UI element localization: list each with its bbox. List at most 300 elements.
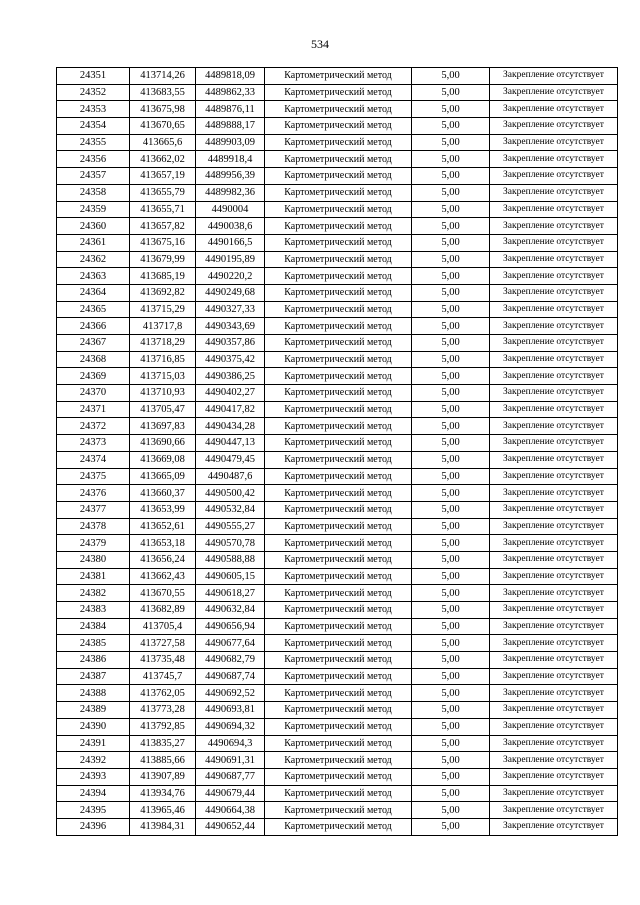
accuracy-cell: 5,00 — [412, 251, 490, 268]
table-row — [57, 785, 618, 802]
table-row — [57, 568, 618, 585]
x-coordinate-cell: 413710,93 — [130, 385, 196, 402]
accuracy-cell: 5,00 — [412, 568, 490, 585]
point-number-cell: 24358 — [57, 184, 130, 201]
x-coordinate-cell: 413682,89 — [130, 602, 196, 619]
accuracy-cell: 5,00 — [412, 535, 490, 552]
fixing-description-cell: Закрепление отсутствует — [490, 201, 618, 218]
x-coordinate-cell: 413653,99 — [130, 501, 196, 518]
x-coordinate-cell: 413652,61 — [130, 518, 196, 535]
x-coordinate-cell: 413675,16 — [130, 234, 196, 251]
coordinates-table-body — [57, 68, 618, 836]
x-coordinate-cell: 413715,03 — [130, 368, 196, 385]
accuracy-cell: 5,00 — [412, 284, 490, 301]
point-number-cell: 24390 — [57, 718, 130, 735]
point-number-cell: 24373 — [57, 435, 130, 452]
method-cell: Картометрический метод — [265, 485, 412, 502]
table-row — [57, 635, 618, 652]
point-number-cell: 24389 — [57, 702, 130, 719]
point-number-cell: 24377 — [57, 501, 130, 518]
x-coordinate-cell: 413705,4 — [130, 618, 196, 635]
y-coordinate-cell: 4490357,86 — [196, 335, 265, 352]
method-cell: Картометрический метод — [265, 585, 412, 602]
x-coordinate-cell: 413657,19 — [130, 168, 196, 185]
point-number-cell: 24392 — [57, 752, 130, 769]
x-coordinate-cell: 413718,29 — [130, 335, 196, 352]
x-coordinate-cell: 413885,66 — [130, 752, 196, 769]
point-number-cell: 24354 — [57, 118, 130, 135]
fixing-description-cell: Закрепление отсутствует — [490, 218, 618, 235]
y-coordinate-cell: 4489956,39 — [196, 168, 265, 185]
point-number-cell: 24385 — [57, 635, 130, 652]
y-coordinate-cell: 4489918,4 — [196, 151, 265, 168]
point-number-cell: 24360 — [57, 218, 130, 235]
accuracy-cell: 5,00 — [412, 318, 490, 335]
y-coordinate-cell: 4490479,45 — [196, 451, 265, 468]
x-coordinate-cell: 413835,27 — [130, 735, 196, 752]
table-row — [57, 735, 618, 752]
method-cell: Картометрический метод — [265, 268, 412, 285]
method-cell: Картометрический метод — [265, 385, 412, 402]
point-number-cell: 24372 — [57, 418, 130, 435]
method-cell: Картометрический метод — [265, 101, 412, 118]
point-number-cell: 24375 — [57, 468, 130, 485]
fixing-description-cell: Закрепление отсутствует — [490, 234, 618, 251]
accuracy-cell: 5,00 — [412, 518, 490, 535]
accuracy-cell: 5,00 — [412, 268, 490, 285]
fixing-description-cell: Закрепление отсутствует — [490, 652, 618, 669]
point-number-cell: 24395 — [57, 802, 130, 819]
fixing-description-cell: Закрепление отсутствует — [490, 585, 618, 602]
x-coordinate-cell: 413670,65 — [130, 118, 196, 135]
x-coordinate-cell: 413762,05 — [130, 685, 196, 702]
table-row — [57, 485, 618, 502]
method-cell: Картометрический метод — [265, 318, 412, 335]
page-number: 534 — [311, 37, 329, 51]
accuracy-cell: 5,00 — [412, 101, 490, 118]
point-number-cell: 24394 — [57, 785, 130, 802]
fixing-description-cell: Закрепление отсутствует — [490, 468, 618, 485]
x-coordinate-cell: 413655,71 — [130, 201, 196, 218]
y-coordinate-cell: 4490656,94 — [196, 618, 265, 635]
accuracy-cell: 5,00 — [412, 635, 490, 652]
method-cell: Картометрический метод — [265, 652, 412, 669]
method-cell: Картометрический метод — [265, 84, 412, 101]
table-row — [57, 668, 618, 685]
method-cell: Картометрический метод — [265, 802, 412, 819]
fixing-description-cell: Закрепление отсутствует — [490, 702, 618, 719]
point-number-cell: 24355 — [57, 134, 130, 151]
point-number-cell: 24391 — [57, 735, 130, 752]
method-cell: Картометрический метод — [265, 218, 412, 235]
table-row — [57, 535, 618, 552]
table-row — [57, 168, 618, 185]
y-coordinate-cell: 4490682,79 — [196, 652, 265, 669]
x-coordinate-cell: 413679,99 — [130, 251, 196, 268]
y-coordinate-cell: 4490605,15 — [196, 568, 265, 585]
x-coordinate-cell: 413660,37 — [130, 485, 196, 502]
y-coordinate-cell: 4490532,84 — [196, 501, 265, 518]
table-row — [57, 702, 618, 719]
table-row — [57, 68, 618, 85]
accuracy-cell: 5,00 — [412, 735, 490, 752]
accuracy-cell: 5,00 — [412, 134, 490, 151]
x-coordinate-cell: 413675,98 — [130, 101, 196, 118]
accuracy-cell: 5,00 — [412, 435, 490, 452]
point-number-cell: 24359 — [57, 201, 130, 218]
fixing-description-cell: Закрепление отсутствует — [490, 268, 618, 285]
table-row — [57, 134, 618, 151]
accuracy-cell: 5,00 — [412, 618, 490, 635]
fixing-description-cell: Закрепление отсутствует — [490, 168, 618, 185]
fixing-description-cell: Закрепление отсутствует — [490, 301, 618, 318]
point-number-cell: 24383 — [57, 602, 130, 619]
point-number-cell: 24353 — [57, 101, 130, 118]
method-cell: Картометрический метод — [265, 568, 412, 585]
table-row — [57, 435, 618, 452]
method-cell: Картометрический метод — [265, 301, 412, 318]
point-number-cell: 24361 — [57, 234, 130, 251]
x-coordinate-cell: 413685,19 — [130, 268, 196, 285]
accuracy-cell: 5,00 — [412, 218, 490, 235]
method-cell: Картометрический метод — [265, 702, 412, 719]
point-number-cell: 24393 — [57, 768, 130, 785]
point-number-cell: 24374 — [57, 451, 130, 468]
fixing-description-cell: Закрепление отсутствует — [490, 68, 618, 85]
fixing-description-cell: Закрепление отсутствует — [490, 618, 618, 635]
method-cell: Картометрический метод — [265, 768, 412, 785]
x-coordinate-cell: 413792,85 — [130, 718, 196, 735]
method-cell: Картометрический метод — [265, 735, 412, 752]
x-coordinate-cell: 413727,58 — [130, 635, 196, 652]
y-coordinate-cell: 4490195,89 — [196, 251, 265, 268]
y-coordinate-cell: 4490664,38 — [196, 802, 265, 819]
fixing-description-cell: Закрепление отсутствует — [490, 251, 618, 268]
point-number-cell: 24368 — [57, 351, 130, 368]
table-row — [57, 418, 618, 435]
fixing-description-cell: Закрепление отсутствует — [490, 485, 618, 502]
method-cell: Картометрический метод — [265, 602, 412, 619]
accuracy-cell: 5,00 — [412, 234, 490, 251]
accuracy-cell: 5,00 — [412, 184, 490, 201]
accuracy-cell: 5,00 — [412, 84, 490, 101]
accuracy-cell: 5,00 — [412, 685, 490, 702]
method-cell: Картометрический метод — [265, 435, 412, 452]
y-coordinate-cell: 4489903,09 — [196, 134, 265, 151]
method-cell: Картометрический метод — [265, 551, 412, 568]
accuracy-cell: 5,00 — [412, 585, 490, 602]
table-row — [57, 802, 618, 819]
y-coordinate-cell: 4489862,33 — [196, 84, 265, 101]
point-number-cell: 24371 — [57, 401, 130, 418]
x-coordinate-cell: 413907,89 — [130, 768, 196, 785]
y-coordinate-cell: 4490249,68 — [196, 284, 265, 301]
point-number-cell: 24363 — [57, 268, 130, 285]
table-row — [57, 618, 618, 635]
fixing-description-cell: Закрепление отсутствует — [490, 735, 618, 752]
accuracy-cell: 5,00 — [412, 802, 490, 819]
table-row — [57, 385, 618, 402]
y-coordinate-cell: 4490694,32 — [196, 718, 265, 735]
fixing-description-cell: Закрепление отсутствует — [490, 718, 618, 735]
x-coordinate-cell: 413965,46 — [130, 802, 196, 819]
table-row — [57, 351, 618, 368]
x-coordinate-cell: 413662,43 — [130, 568, 196, 585]
table-row — [57, 118, 618, 135]
fixing-description-cell: Закрепление отсутствует — [490, 501, 618, 518]
y-coordinate-cell: 4490677,64 — [196, 635, 265, 652]
fixing-description-cell: Закрепление отсутствует — [490, 134, 618, 151]
fixing-description-cell: Закрепление отсутствует — [490, 752, 618, 769]
fixing-description-cell: Закрепление отсутствует — [490, 535, 618, 552]
y-coordinate-cell: 4490652,44 — [196, 818, 265, 835]
point-number-cell: 24380 — [57, 551, 130, 568]
x-coordinate-cell: 413717,8 — [130, 318, 196, 335]
point-number-cell: 24379 — [57, 535, 130, 552]
y-coordinate-cell: 4490402,27 — [196, 385, 265, 402]
x-coordinate-cell: 413655,79 — [130, 184, 196, 201]
point-number-cell: 24352 — [57, 84, 130, 101]
y-coordinate-cell: 4490555,27 — [196, 518, 265, 535]
y-coordinate-cell: 4489876,11 — [196, 101, 265, 118]
table-row — [57, 752, 618, 769]
x-coordinate-cell: 413683,55 — [130, 84, 196, 101]
y-coordinate-cell: 4490375,42 — [196, 351, 265, 368]
x-coordinate-cell: 413716,85 — [130, 351, 196, 368]
fixing-description-cell: Закрепление отсутствует — [490, 318, 618, 335]
point-number-cell: 24386 — [57, 652, 130, 669]
y-coordinate-cell: 4490220,2 — [196, 268, 265, 285]
fixing-description-cell: Закрепление отсутствует — [490, 451, 618, 468]
point-number-cell: 24367 — [57, 335, 130, 352]
fixing-description-cell: Закрепление отсутствует — [490, 768, 618, 785]
x-coordinate-cell: 413670,55 — [130, 585, 196, 602]
method-cell: Картометрический метод — [265, 668, 412, 685]
y-coordinate-cell: 4490500,42 — [196, 485, 265, 502]
y-coordinate-cell: 4490343,69 — [196, 318, 265, 335]
fixing-description-cell: Закрепление отсутствует — [490, 668, 618, 685]
method-cell: Картометрический метод — [265, 535, 412, 552]
y-coordinate-cell: 4490004 — [196, 201, 265, 218]
x-coordinate-cell: 413669,08 — [130, 451, 196, 468]
y-coordinate-cell: 4490447,13 — [196, 435, 265, 452]
method-cell: Картометрический метод — [265, 284, 412, 301]
table-row — [57, 101, 618, 118]
fixing-description-cell: Закрепление отсутствует — [490, 635, 618, 652]
fixing-description-cell: Закрепление отсутствует — [490, 568, 618, 585]
accuracy-cell: 5,00 — [412, 118, 490, 135]
point-number-cell: 24366 — [57, 318, 130, 335]
y-coordinate-cell: 4489982,36 — [196, 184, 265, 201]
accuracy-cell: 5,00 — [412, 602, 490, 619]
method-cell: Картометрический метод — [265, 251, 412, 268]
table-row — [57, 218, 618, 235]
y-coordinate-cell: 4490166,5 — [196, 234, 265, 251]
accuracy-cell: 5,00 — [412, 768, 490, 785]
accuracy-cell: 5,00 — [412, 68, 490, 85]
y-coordinate-cell: 4490327,33 — [196, 301, 265, 318]
method-cell: Картометрический метод — [265, 151, 412, 168]
y-coordinate-cell: 4490687,77 — [196, 768, 265, 785]
coordinates-table — [56, 67, 618, 836]
accuracy-cell: 5,00 — [412, 668, 490, 685]
x-coordinate-cell: 413653,18 — [130, 535, 196, 552]
table-row — [57, 685, 618, 702]
x-coordinate-cell: 413934,76 — [130, 785, 196, 802]
y-coordinate-cell: 4490692,52 — [196, 685, 265, 702]
method-cell: Картометрический метод — [265, 451, 412, 468]
y-coordinate-cell: 4490693,81 — [196, 702, 265, 719]
fixing-description-cell: Закрепление отсутствует — [490, 602, 618, 619]
table-row — [57, 318, 618, 335]
point-number-cell: 24356 — [57, 151, 130, 168]
x-coordinate-cell: 413773,28 — [130, 702, 196, 719]
accuracy-cell: 5,00 — [412, 551, 490, 568]
method-cell: Картометрический метод — [265, 351, 412, 368]
point-number-cell: 24357 — [57, 168, 130, 185]
fixing-description-cell: Закрепление отсутствует — [490, 435, 618, 452]
method-cell: Картометрический метод — [265, 635, 412, 652]
fixing-description-cell: Закрепление отсутствует — [490, 351, 618, 368]
accuracy-cell: 5,00 — [412, 702, 490, 719]
point-number-cell: 24369 — [57, 368, 130, 385]
method-cell: Картометрический метод — [265, 718, 412, 735]
accuracy-cell: 5,00 — [412, 335, 490, 352]
x-coordinate-cell: 413665,6 — [130, 134, 196, 151]
method-cell: Картометрический метод — [265, 752, 412, 769]
x-coordinate-cell: 413735,48 — [130, 652, 196, 669]
accuracy-cell: 5,00 — [412, 401, 490, 418]
method-cell: Картометрический метод — [265, 184, 412, 201]
method-cell: Картометрический метод — [265, 201, 412, 218]
accuracy-cell: 5,00 — [412, 485, 490, 502]
fixing-description-cell: Закрепление отсутствует — [490, 335, 618, 352]
fixing-description-cell: Закрепление отсутствует — [490, 818, 618, 835]
accuracy-cell: 5,00 — [412, 301, 490, 318]
method-cell: Картометрический метод — [265, 401, 412, 418]
accuracy-cell: 5,00 — [412, 201, 490, 218]
fixing-description-cell: Закрепление отсутствует — [490, 385, 618, 402]
table-row — [57, 652, 618, 669]
x-coordinate-cell: 413984,31 — [130, 818, 196, 835]
point-number-cell: 24364 — [57, 284, 130, 301]
method-cell: Картометрический метод — [265, 68, 412, 85]
table-row — [57, 268, 618, 285]
y-coordinate-cell: 4490694,3 — [196, 735, 265, 752]
accuracy-cell: 5,00 — [412, 818, 490, 835]
method-cell: Картометрический метод — [265, 168, 412, 185]
accuracy-cell: 5,00 — [412, 385, 490, 402]
table-row — [57, 768, 618, 785]
x-coordinate-cell: 413665,09 — [130, 468, 196, 485]
y-coordinate-cell: 4490570,78 — [196, 535, 265, 552]
fixing-description-cell: Закрепление отсутствует — [490, 101, 618, 118]
y-coordinate-cell: 4490038,6 — [196, 218, 265, 235]
table-row — [57, 84, 618, 101]
accuracy-cell: 5,00 — [412, 468, 490, 485]
point-number-cell: 24362 — [57, 251, 130, 268]
y-coordinate-cell: 4489888,17 — [196, 118, 265, 135]
method-cell: Картометрический метод — [265, 234, 412, 251]
y-coordinate-cell: 4490434,28 — [196, 418, 265, 435]
point-number-cell: 24381 — [57, 568, 130, 585]
table-row — [57, 284, 618, 301]
x-coordinate-cell: 413662,02 — [130, 151, 196, 168]
method-cell: Картометрический метод — [265, 368, 412, 385]
y-coordinate-cell: 4490417,82 — [196, 401, 265, 418]
accuracy-cell: 5,00 — [412, 652, 490, 669]
y-coordinate-cell: 4490386,25 — [196, 368, 265, 385]
x-coordinate-cell: 413705,47 — [130, 401, 196, 418]
y-coordinate-cell: 4490679,44 — [196, 785, 265, 802]
fixing-description-cell: Закрепление отсутствует — [490, 184, 618, 201]
x-coordinate-cell: 413714,26 — [130, 68, 196, 85]
fixing-description-cell: Закрепление отсутствует — [490, 118, 618, 135]
table-row — [57, 184, 618, 201]
x-coordinate-cell: 413745,7 — [130, 668, 196, 685]
table-row — [57, 501, 618, 518]
accuracy-cell: 5,00 — [412, 501, 490, 518]
x-coordinate-cell: 413697,83 — [130, 418, 196, 435]
table-row — [57, 301, 618, 318]
method-cell: Картометрический метод — [265, 335, 412, 352]
table-row — [57, 335, 618, 352]
accuracy-cell: 5,00 — [412, 168, 490, 185]
method-cell: Картометрический метод — [265, 618, 412, 635]
point-number-cell: 24378 — [57, 518, 130, 535]
table-row — [57, 368, 618, 385]
y-coordinate-cell: 4490691,31 — [196, 752, 265, 769]
y-coordinate-cell: 4490687,74 — [196, 668, 265, 685]
point-number-cell: 24351 — [57, 68, 130, 85]
table-row — [57, 518, 618, 535]
accuracy-cell: 5,00 — [412, 451, 490, 468]
point-number-cell: 24376 — [57, 485, 130, 502]
table-row — [57, 602, 618, 619]
method-cell: Картометрический метод — [265, 818, 412, 835]
fixing-description-cell: Закрепление отсутствует — [490, 418, 618, 435]
accuracy-cell: 5,00 — [412, 752, 490, 769]
point-number-cell: 24387 — [57, 668, 130, 685]
method-cell: Картометрический метод — [265, 118, 412, 135]
table-row — [57, 151, 618, 168]
x-coordinate-cell: 413657,82 — [130, 218, 196, 235]
fixing-description-cell: Закрепление отсутствует — [490, 785, 618, 802]
method-cell: Картометрический метод — [265, 785, 412, 802]
point-number-cell: 24388 — [57, 685, 130, 702]
accuracy-cell: 5,00 — [412, 368, 490, 385]
x-coordinate-cell: 413692,82 — [130, 284, 196, 301]
y-coordinate-cell: 4489818,09 — [196, 68, 265, 85]
table-row — [57, 718, 618, 735]
point-number-cell: 24396 — [57, 818, 130, 835]
point-number-cell: 24365 — [57, 301, 130, 318]
method-cell: Картометрический метод — [265, 468, 412, 485]
fixing-description-cell: Закрепление отсутствует — [490, 151, 618, 168]
fixing-description-cell: Закрепление отсутствует — [490, 401, 618, 418]
method-cell: Картометрический метод — [265, 518, 412, 535]
table-row — [57, 201, 618, 218]
accuracy-cell: 5,00 — [412, 785, 490, 802]
fixing-description-cell: Закрепление отсутствует — [490, 685, 618, 702]
method-cell: Картометрический метод — [265, 685, 412, 702]
point-number-cell: 24370 — [57, 385, 130, 402]
x-coordinate-cell: 413715,29 — [130, 301, 196, 318]
x-coordinate-cell: 413656,24 — [130, 551, 196, 568]
point-number-cell: 24384 — [57, 618, 130, 635]
accuracy-cell: 5,00 — [412, 351, 490, 368]
method-cell: Картометрический метод — [265, 418, 412, 435]
